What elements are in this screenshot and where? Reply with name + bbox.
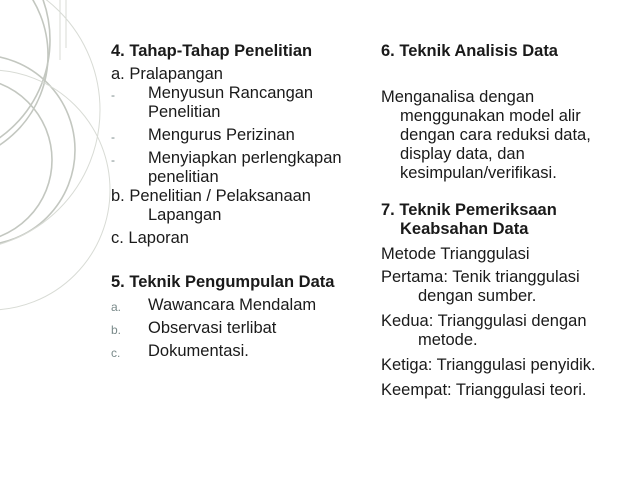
section-heading-analisis: 6. Teknik Analisis Data bbox=[381, 42, 558, 60]
section-heading-teknik-pengumpulan: 5. Teknik Pengumpulan Data bbox=[111, 273, 335, 291]
list-item: Kedua: Trianggulasi dengan metode. bbox=[381, 312, 587, 349]
list-item: Ketiga: Trianggulasi penyidik. bbox=[381, 356, 596, 374]
list-item: c. Dokumentasi. bbox=[111, 342, 361, 361]
list-item: Pertama: Tenik trianggulasi dengan sumber. bbox=[381, 268, 580, 305]
list-item: b. Observasi terlibat bbox=[111, 319, 361, 338]
analisis-paragraph: Menganalisa dengan menggunakan model alir dengan cara reduksi data, display data, dan kesimpulan/verifikasi. bbox=[381, 88, 591, 182]
letter-marker: c. bbox=[111, 346, 121, 360]
right-column bbox=[381, 42, 636, 400]
left-column bbox=[111, 42, 361, 361]
list-item: - Mengurus Perizinan bbox=[111, 126, 361, 145]
section-heading-pemeriksaan: 7. Teknik Pemeriksaan Keabsahan Data bbox=[381, 201, 557, 238]
letter-marker: b. bbox=[111, 323, 122, 337]
list-item: Keempat: Trianggulasi teori. bbox=[381, 381, 587, 399]
dash-marker: - bbox=[111, 153, 115, 167]
subsection-laporan: c. Laporan bbox=[111, 229, 189, 247]
section-heading-tahap: 4. Tahap-Tahap Penelitian bbox=[111, 42, 313, 60]
list-item: - Menyusun Rancangan Penelitian bbox=[111, 84, 314, 121]
subsection-pelaksanaan: b. Penelitian / Pelaksanaan Lapangan bbox=[111, 187, 311, 224]
decorative-circles bbox=[0, 0, 120, 479]
list-item: - Menyiapkan perlengkapan penelitian bbox=[111, 149, 342, 186]
dash-marker: - bbox=[111, 88, 115, 102]
metode-label: Metode Trianggulasi bbox=[381, 245, 530, 263]
dash-marker: - bbox=[111, 130, 115, 144]
letter-marker: a. bbox=[111, 300, 122, 314]
list-item: a. Wawancara Mendalam bbox=[111, 296, 361, 315]
subsection-pralapangan: a. Pralapangan bbox=[111, 65, 223, 83]
